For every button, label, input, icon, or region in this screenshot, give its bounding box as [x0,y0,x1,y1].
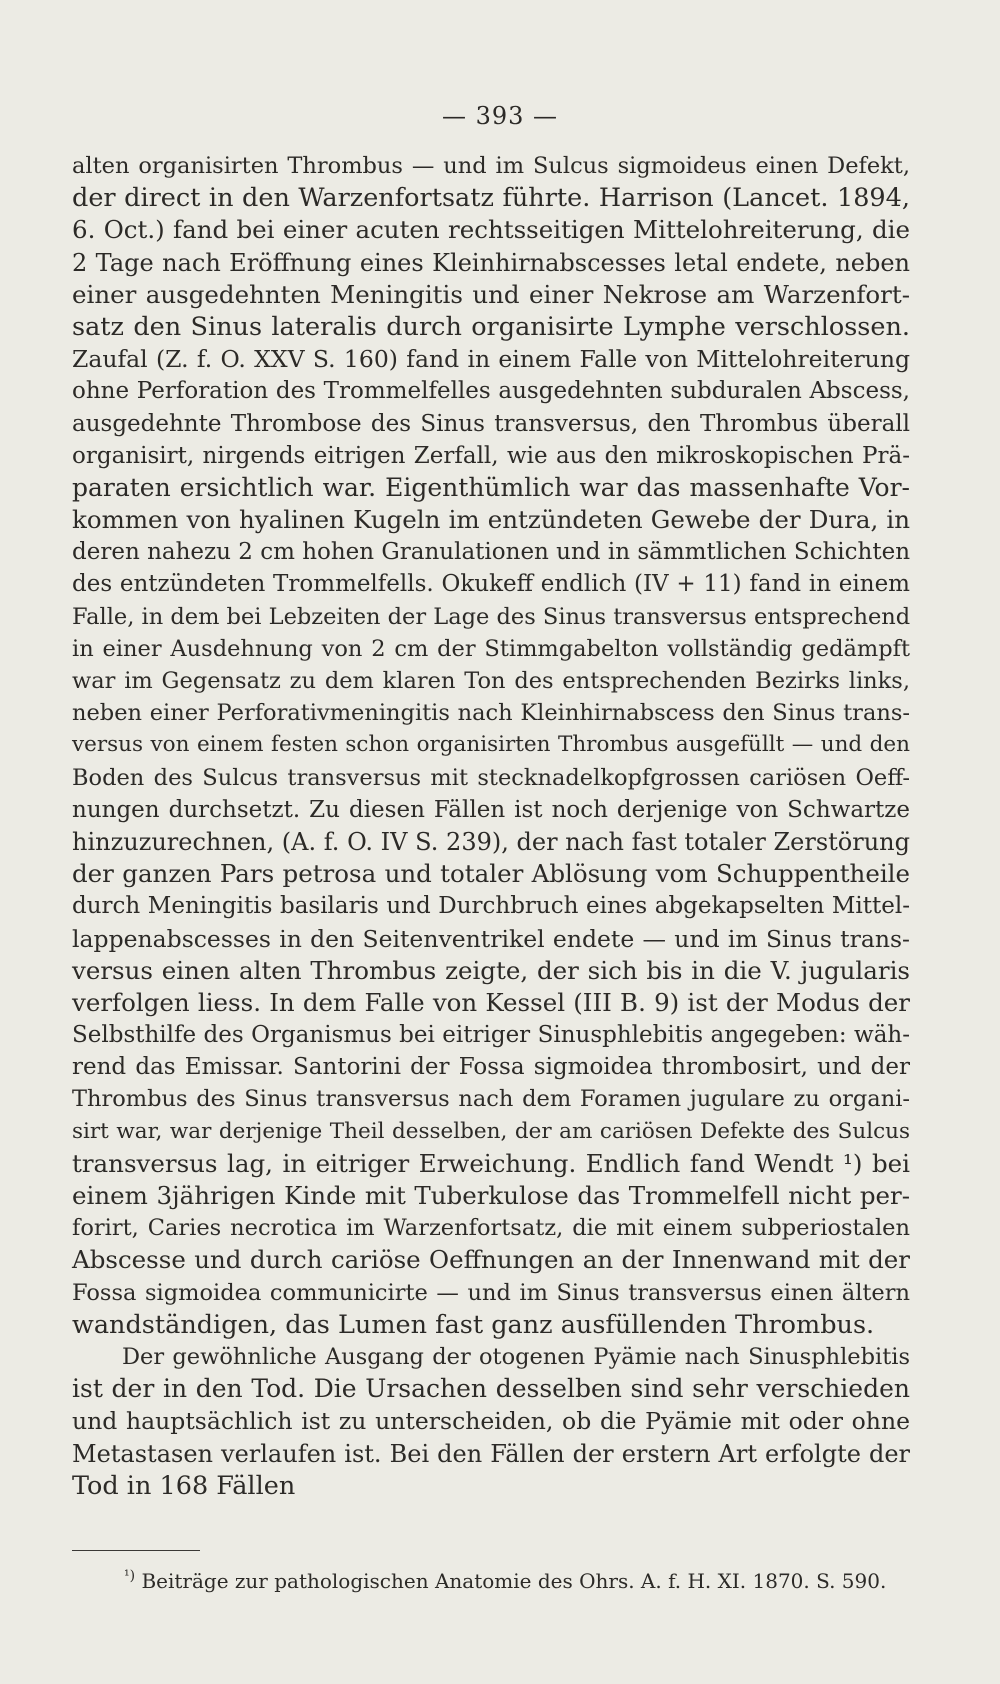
text-line: der direct in den Warzenfortsatz führte. Harrison (Lancet. 1894, [72,183,910,214]
text-line: 6. Oct.) fand bei einer acuten rechtsseitigen Mittelohreiterung, die [72,215,910,245]
text-line: einem 3jährigen Kinde mit Tuberkulose das Trommelfell nicht per- [72,1181,910,1210]
text-line: durch Meningitis basilaris und Durchbruch eines abgekapselten Mittel- [72,893,910,920]
text-line: sirt war, war derjenige Theil desselben, der am cariösen Defekte des Sulcus [72,1118,910,1144]
text-line: hinzuzurechnen, (A. f. O. IV S. 239), der nach fast totaler Zerstörung [72,827,910,856]
paragraph-end-line: wandständigen, das Lumen fast ganz ausfüllenden Thrombus. [72,1309,875,1340]
text-line: ist der in den Tod. Die Ursachen desselben sind sehr verschieden [72,1374,910,1404]
text-line: rend das Emissar. Santorini der Fossa sigmoidea thrombosirt, und der [72,1054,910,1081]
text-line: versus einen alten Thrombus zeigte, der sich bis in die V. jugularis [72,955,910,985]
text-line: transversus lag, in eitriger Erweichung. Endlich fand Wendt ¹) bei [72,1148,910,1178]
text-line: verfolgen liess. In dem Falle von Kessel (III B. 9) ist der Modus der [72,987,910,1017]
footnote [124,1569,924,1593]
text-line: forirt, Caries necrotica im Warzenfortsatz, die mit einem subperiostalen [72,1215,910,1242]
text-line: kommen von hyalinen Kugeln im entzündeten Gewebe der Dura, in [72,505,910,535]
text-line: und hauptsächlich ist zu unterscheiden, ob die Pyämie mit oder ohne [72,1407,910,1436]
text-line: Thrombus des Sinus transversus nach dem Foramen jugulare zu organi- [72,1086,910,1113]
text-line: Selbsthilfe des Organismus bei eitriger Sinusphlebitis angegeben: wäh- [72,1022,910,1049]
text-line: satz den Sinus lateralis durch organisirte Lymphe verschlossen. [72,311,910,342]
text-line: der ganzen Pars petrosa und totaler Ablösung vom Schuppentheile [72,859,910,889]
text-line: des entzündeten Trommelfells. Okukeff endlich (IV + 11) fand in einem [72,571,910,598]
text-line: Abscesse und durch cariöse Oeffnungen an der Innenwand mit der [72,1245,910,1275]
text-line: einer ausgedehnten Meningitis und einer Nekrose am Warzenfort- [72,279,910,309]
text-line: deren nahezu 2 cm hohen Granulationen und in sämmtlichen Schichten [72,539,911,566]
text-line: ausgedehnte Thrombose des Sinus transversus, den Thrombus überall [72,410,910,437]
text-line: in einer Ausdehnung von 2 cm der Stimmgabelton vollständig gedämpft [72,635,910,662]
text-line: Zaufal (Z. f. O. XXV S. 160) fand in einem Falle von Mittelohreiterung [72,345,910,374]
text-line: organisirt, nirgends eitrigen Zerfall, wie aus den mikroskopischen Prä- [72,442,910,469]
text-line: neben einer Perforativmeningitis nach Kleinhirnabscess den Sinus trans- [72,700,910,727]
paragraph-end-line: Tod in 168 Fällen [72,1470,296,1501]
footnote-divider [72,1550,200,1551]
text-line: Falle, in dem bei Lebzeiten der Lage des Sinus transversus entsprechend [72,603,911,630]
text-line: Fossa sigmoidea communicirte — und im Sinus transversus einen ältern [72,1279,910,1306]
text-line: paraten ersichtlich war. Eigenthümlich war das massenhafte Vor- [72,472,910,502]
text-line: ohne Perforation des Trommelfelles ausgedehnten subduralen Abscess, [72,378,910,405]
text-line: lappenabscesses in den Seitenventrikel endete — und im Sinus trans- [72,924,910,953]
text-line: alten organisirten Thrombus — und im Sulcus sigmoideus einen Defekt, [72,153,910,179]
footnote-text: Beiträge zur pathologischen Anatomie des Ohrs. A. f. H. XI. 1870. S. 590. [141,1569,887,1593]
text-line: versus von einem festen schon organisirten Thrombus ausgefüllt — und den [72,732,910,758]
text-line: 2 Tage nach Eröffnung eines Kleinhirnabscesses letal endete, neben [72,248,910,277]
text-line: Boden des Sulcus transversus mit stecknadelkopfgrossen cariösen Oeff- [72,764,910,791]
footnote-marker: ¹) [124,1568,136,1584]
text-line: nungen durchsetzt. Zu diesen Fällen ist noch derjenige von Schwartze [72,796,910,823]
page-number: — 393 — [441,102,559,130]
body-text [72,150,910,1502]
text-line: Metastasen verlaufen ist. Bei den Fällen der erstern Art erfolgte der [72,1439,910,1468]
paragraph-start-line: Der gewöhnliche Ausgang der otogenen Pyämie nach Sinusphlebitis [122,1343,910,1370]
text-line: war im Gegensatz zu dem klaren Ton des entsprechenden Bezirks links, [72,668,910,694]
